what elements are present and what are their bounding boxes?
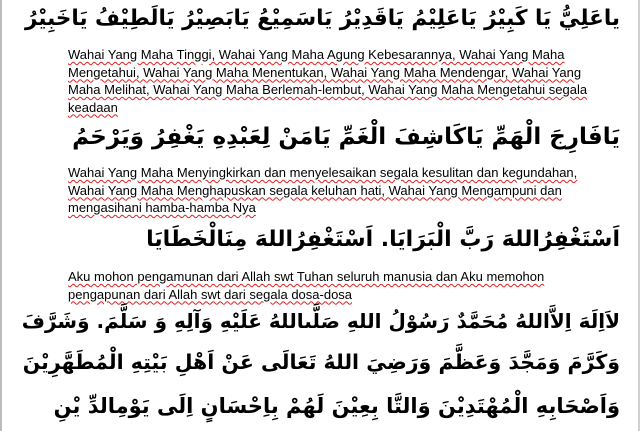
arabic-line-4: لاَاِلَهَ اِلاَّاللهُ مُحَمَّدٌ رَسُوْلُ اللهِ صَلَّىاللهُ عَلَيْهِ وَآلِهِ وَ سَلَّمَ. وَشَرَّفَ xyxy=(21,309,620,333)
arabic-line-3: اَسْتَغْفِرُاللهَ رَبَّ الْبَرَايَا. اَسْتَغْفِرُاللهَ مِنَالْخَطَايَا xyxy=(146,227,620,252)
arabic-line-5: وَكَرَّمَ وَمَجَّدَ وَعَظَّمَ وَرَضِيَ اللهُ تَعَالَى عَنْ اَهْلِ بَيْتِهِ الْمُطَهَّرِيْنَ xyxy=(22,350,620,374)
translation-paragraph-2 xyxy=(68,164,608,217)
translation-text-1: Wahai Yang Maha Tinggi, Wahai Yang Maha Agung Kebesarannya, Wahai Yang Maha Mengetahui, Wahai Yang Maha Menentukan, Wahai Yang Maha Mendengar, Wahai Yang Maha Melihat, Wahai Yang Maha Berlemah-lembut, Wahai Yang Maha Mengetahui segala keadaan xyxy=(68,47,588,115)
arabic-line-1: ياعَلِيُّ يَا كَبِيْرُ يَاعَلِيْمُ يَاقَدِيْرُ يَاسَمِيْعُ يَابَصِيْرُ يَالَطِيْفُ يَاخَبِيْرُ xyxy=(25,6,620,31)
arabic-line-6: وَاَصْحَابِهِ الْمُهْتَدِيْنَ وَالتَّا بِعِيْنَ لَهُمْ بِاِحْسَانٍ اِلَى يَوْمِالدِّ يْنِ xyxy=(53,394,620,418)
arabic-line-2: يَافَارِجَ الْهَمِّ يَاكَاشِفَ الْغَمِّ يَامَنْ لِعَبْدِهِ يَغْفِرُ وَيَرْحَمُ xyxy=(72,124,620,150)
translation-paragraph-1 xyxy=(68,46,608,116)
translation-text-3: Aku mohon pengamunan dari Allah swt Tuhan seluruh manusia dan Aku memohon pengapunan dari Allah swt dari segala dosa-dosa xyxy=(68,269,545,302)
window-edge-left xyxy=(0,0,2,431)
translation-paragraph-3 xyxy=(68,268,608,303)
translation-text-2: Wahai Yang Maha Menyingkirkan dan menyelesaikan segala kesulitan dan kegundahan, Wahai Yang Maha Menghapuskan segala keluhan hati, Wahai Yang Mengampuni dan mengasihani hamba-hamba Nya xyxy=(68,165,578,215)
